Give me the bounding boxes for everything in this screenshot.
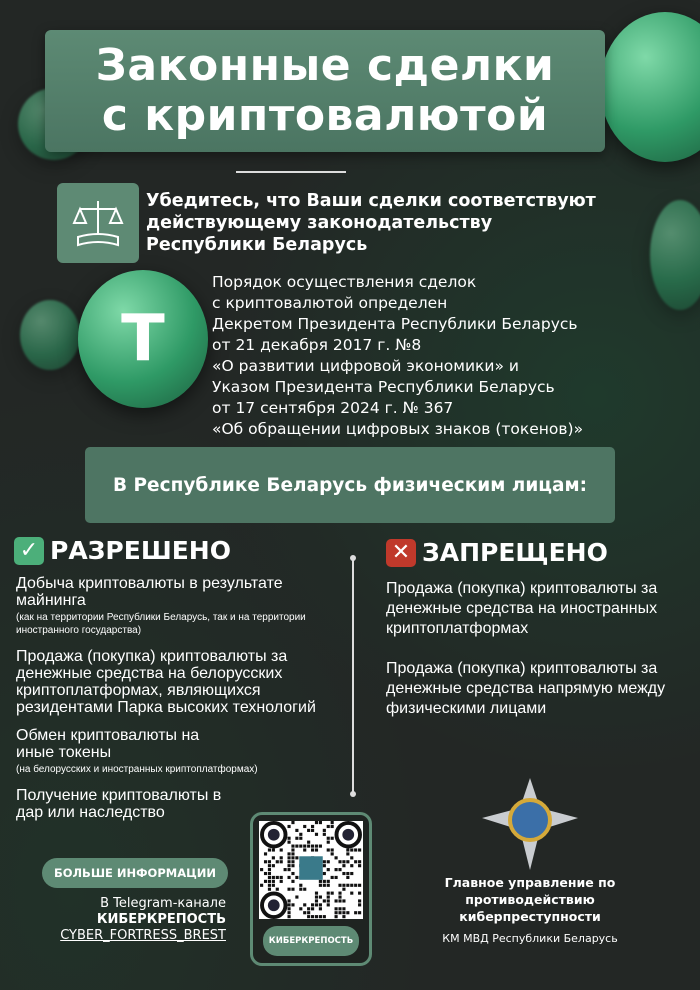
item-text: Продажа (покупка) криптовалюты за денежные средства напрямую между физическими лицами	[386, 660, 666, 717]
title-line: Законные сделки	[95, 40, 555, 91]
decree-text	[212, 272, 632, 440]
tether-coin-icon: T	[78, 270, 208, 408]
decree-line: «Об обращении цифровых знаков (токенов)»	[212, 420, 584, 438]
channel-handle-link[interactable]: CYBER_FORTRESS_BREST	[60, 928, 226, 943]
more-info-button[interactable]: БОЛЬШЕ ИНФОРМАЦИИ	[42, 858, 228, 888]
allowed-title: РАЗРЕШЕНО	[50, 536, 231, 565]
mvd-emblem-icon	[482, 778, 578, 870]
channel-name: КИБЕРКРЕПОСТЬ	[96, 912, 226, 927]
subtitle: Убедитесь, что Ваши сделки соответствуют действующему законодательству Республики Беларусь	[146, 191, 596, 255]
decree-line: «О развитии цифровой экономики» и	[212, 357, 519, 375]
item-text: Продажа (покупка) криптовалюты за денежные средства на иностранных криптоплатформах	[386, 580, 658, 637]
qr-code[interactable]	[259, 821, 363, 919]
item-text: Добыча криптовалюты в результате майнинга	[16, 575, 283, 609]
item-note: (на белорусских и иностранных криптоплатформах)	[16, 764, 258, 775]
allowed-section	[14, 536, 350, 832]
qr-card	[250, 812, 372, 966]
telegram-line: В Telegram-канале	[100, 896, 226, 911]
decree-line: от 21 декабря 2017 г. №8	[212, 336, 422, 354]
check-icon: ✓	[14, 537, 44, 565]
org-subname: КМ МВД Республики Беларусь	[442, 932, 618, 945]
banner: В Республике Беларусь физическим лицам:	[85, 447, 615, 523]
forbidden-section	[386, 538, 696, 730]
decree-line: Декретом Президента Республики Беларусь	[212, 315, 578, 333]
divider	[236, 171, 346, 173]
list-item	[16, 727, 350, 776]
decree-line: Порядок осуществления сделок	[212, 273, 477, 291]
law-scales-icon	[57, 183, 139, 263]
divider-vertical	[352, 558, 354, 794]
list-item	[16, 648, 350, 716]
decree-line: Указом Президента Республики Беларусь	[212, 378, 555, 396]
item-text: Получение криптовалюты в дар или наследство	[16, 787, 222, 821]
list-item	[386, 579, 696, 639]
forbidden-header	[386, 538, 696, 567]
title-line: с криптовалютой	[101, 90, 549, 141]
org-name: Главное управление по противодействию киберпреступности	[444, 875, 616, 924]
allowed-header	[14, 536, 350, 565]
decree-line: с криптовалютой определен	[212, 294, 448, 312]
item-text: Продажа (покупка) криптовалюты за денежные средства на белорусских криптоплатформах, являющихся резидентами Парка высоких технологий	[16, 648, 316, 716]
page-title	[45, 30, 605, 152]
item-text: Обмен криптовалюты на иные токены	[16, 727, 200, 761]
qr-channel-button[interactable]: КИБЕРКРЕПОСТЬ	[263, 926, 359, 956]
cross-icon: ✕	[386, 539, 416, 567]
telegram-info	[30, 896, 226, 944]
list-item	[16, 575, 350, 637]
list-item	[386, 659, 696, 719]
item-note: (как на территории Республики Беларусь, так и на территории иностранного государства)	[16, 612, 306, 636]
forbidden-title: ЗАПРЕЩЕНО	[422, 538, 608, 567]
bitcoin-coin-icon	[20, 300, 80, 370]
decree-line: от 17 сентября 2024 г. № 367	[212, 399, 454, 417]
